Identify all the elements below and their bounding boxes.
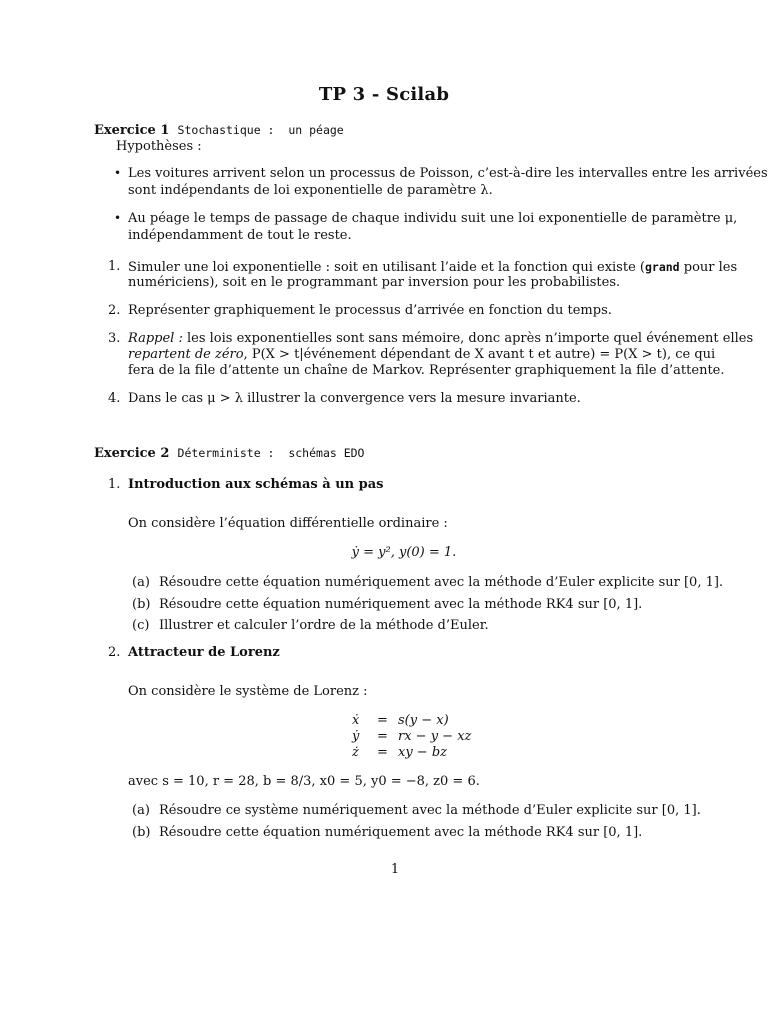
- ex1-item1-number: 1.: [108, 259, 121, 274]
- ex2-s1-sub-c-label: (c): [132, 618, 150, 633]
- ex1-item3-line1-rest: les lois exponentielles sont sans mémoire, donc après n’importe quel événement elles: [182, 331, 754, 346]
- ex1-item1-line2: numériciens), soit en le programmant par inversion pour les probabilistes.: [128, 275, 621, 290]
- ex1-item1-line1: [128, 259, 737, 276]
- lorenz-eq1-rhs: s(y − x): [398, 713, 449, 728]
- ex2-section2-heading: Attracteur de Lorenz: [128, 645, 280, 660]
- lorenz-params: avec s = 10, r = 28, b = 8/3, x0 = 5, y0 = −8, z0 = 6.: [128, 774, 480, 789]
- ex2-s1-sub-a-label: (a): [132, 575, 150, 590]
- ex2-section2-intro: On considère le système de Lorenz :: [128, 684, 368, 699]
- exercise2-label: Exercice 2: [94, 446, 170, 461]
- exercise1-header: [94, 123, 344, 138]
- bullet-icon: •: [114, 166, 122, 180]
- bullet2-line2: indépendamment de tout le reste.: [128, 228, 352, 243]
- lorenz-eq1-lhs: ẋ: [352, 713, 360, 728]
- lorenz-eq3-lhs: ż: [352, 745, 359, 760]
- ex1-item4-line1: Dans le cas μ > λ illustrer la convergence vers la mesure invariante.: [128, 391, 581, 406]
- repartent-text: repartent de zéro: [128, 347, 244, 362]
- ex1-item3-line2: [128, 347, 715, 363]
- ex2-section1-intro: On considère l’équation différentielle ordinaire :: [128, 516, 448, 531]
- exercise2-topic: Déterministe : schémas EDO: [177, 446, 365, 460]
- ex1-item1-code: grand: [644, 260, 680, 274]
- lorenz-eq1-equals: =: [377, 713, 388, 728]
- document-title: TP 3 - Scilab: [318, 84, 450, 105]
- ex2-s2-sub-b-text: Résoudre cette équation numériquement avec la méthode RK4 sur [0, 1].: [159, 825, 643, 840]
- ex2-section2-number: 2.: [108, 645, 121, 660]
- ex1-item3-number: 3.: [108, 331, 121, 346]
- ex2-section1-heading: Introduction aux schémas à un pas: [128, 477, 384, 492]
- exercise1-label: Exercice 1: [94, 123, 170, 138]
- ex1-item1-text-a: Simuler une loi exponentielle : soit en utilisant l’aide et la fonction qui existe (: [128, 260, 645, 275]
- hypotheses-label: Hypothèses :: [116, 139, 202, 154]
- bullet1-line2: sont indépendants de loi exponentielle de paramètre λ.: [128, 183, 493, 198]
- ex1-item1-text-b: pour les: [679, 260, 738, 275]
- ex1-item2-number: 2.: [108, 303, 121, 318]
- ex1-item3-line1: [128, 331, 753, 347]
- ex2-s2-sub-a-text: Résoudre ce système numériquement avec la méthode d’Euler explicite sur [0, 1].: [159, 803, 701, 818]
- bullet1-line1: Les voitures arrivent selon un processus de Poisson, c’est-à-dire les intervalles entre les arrivées: [128, 166, 768, 181]
- lorenz-eq3-rhs: xy − bz: [398, 745, 448, 760]
- ex1-item4-number: 4.: [108, 391, 121, 406]
- ex1-item3-line3: fera de la file d’attente un chaîne de Markov. Représenter graphiquement la file d’attente.: [128, 363, 725, 378]
- ex2-s2-sub-b-label: (b): [132, 825, 151, 840]
- ex2-s1-sub-b-label: (b): [132, 597, 151, 612]
- ode-equation: ẏ = y², y(0) = 1.: [351, 545, 457, 560]
- ex1-item3-line2-rest: , P(X > t|événement dépendant de X avant t et autre) = P(X > t), ce qui: [243, 347, 716, 362]
- ex2-s1-sub-b-text: Résoudre cette équation numériquement avec la méthode RK4 sur [0, 1].: [159, 597, 643, 612]
- rappel-label: Rappel :: [128, 331, 183, 346]
- lorenz-eq2-equals: =: [377, 729, 388, 744]
- ex2-s2-sub-a-label: (a): [132, 803, 150, 818]
- lorenz-eq2-rhs: rx − y − xz: [398, 729, 472, 744]
- page-number: 1: [390, 862, 400, 877]
- ex2-s1-sub-c-text: Illustrer et calculer l’ordre de la méthode d’Euler.: [159, 618, 489, 633]
- lorenz-eq2-lhs: ẏ: [352, 729, 360, 744]
- bullet2-line1: Au péage le temps de passage de chaque individu suit une loi exponentielle de paramètre μ,: [128, 211, 738, 226]
- ex2-s1-sub-a-text: Résoudre cette équation numériquement avec la méthode d’Euler explicite sur [0, 1].: [159, 575, 724, 590]
- lorenz-eq3-equals: =: [377, 745, 388, 760]
- exercise2-header: [94, 446, 364, 461]
- ex2-section1-number: 1.: [108, 477, 121, 492]
- bullet-icon: •: [114, 211, 122, 225]
- exercise1-topic: Stochastique : un péage: [177, 123, 344, 137]
- ex1-item2-line1: Représenter graphiquement le processus d’arrivée en fonction du temps.: [128, 303, 612, 318]
